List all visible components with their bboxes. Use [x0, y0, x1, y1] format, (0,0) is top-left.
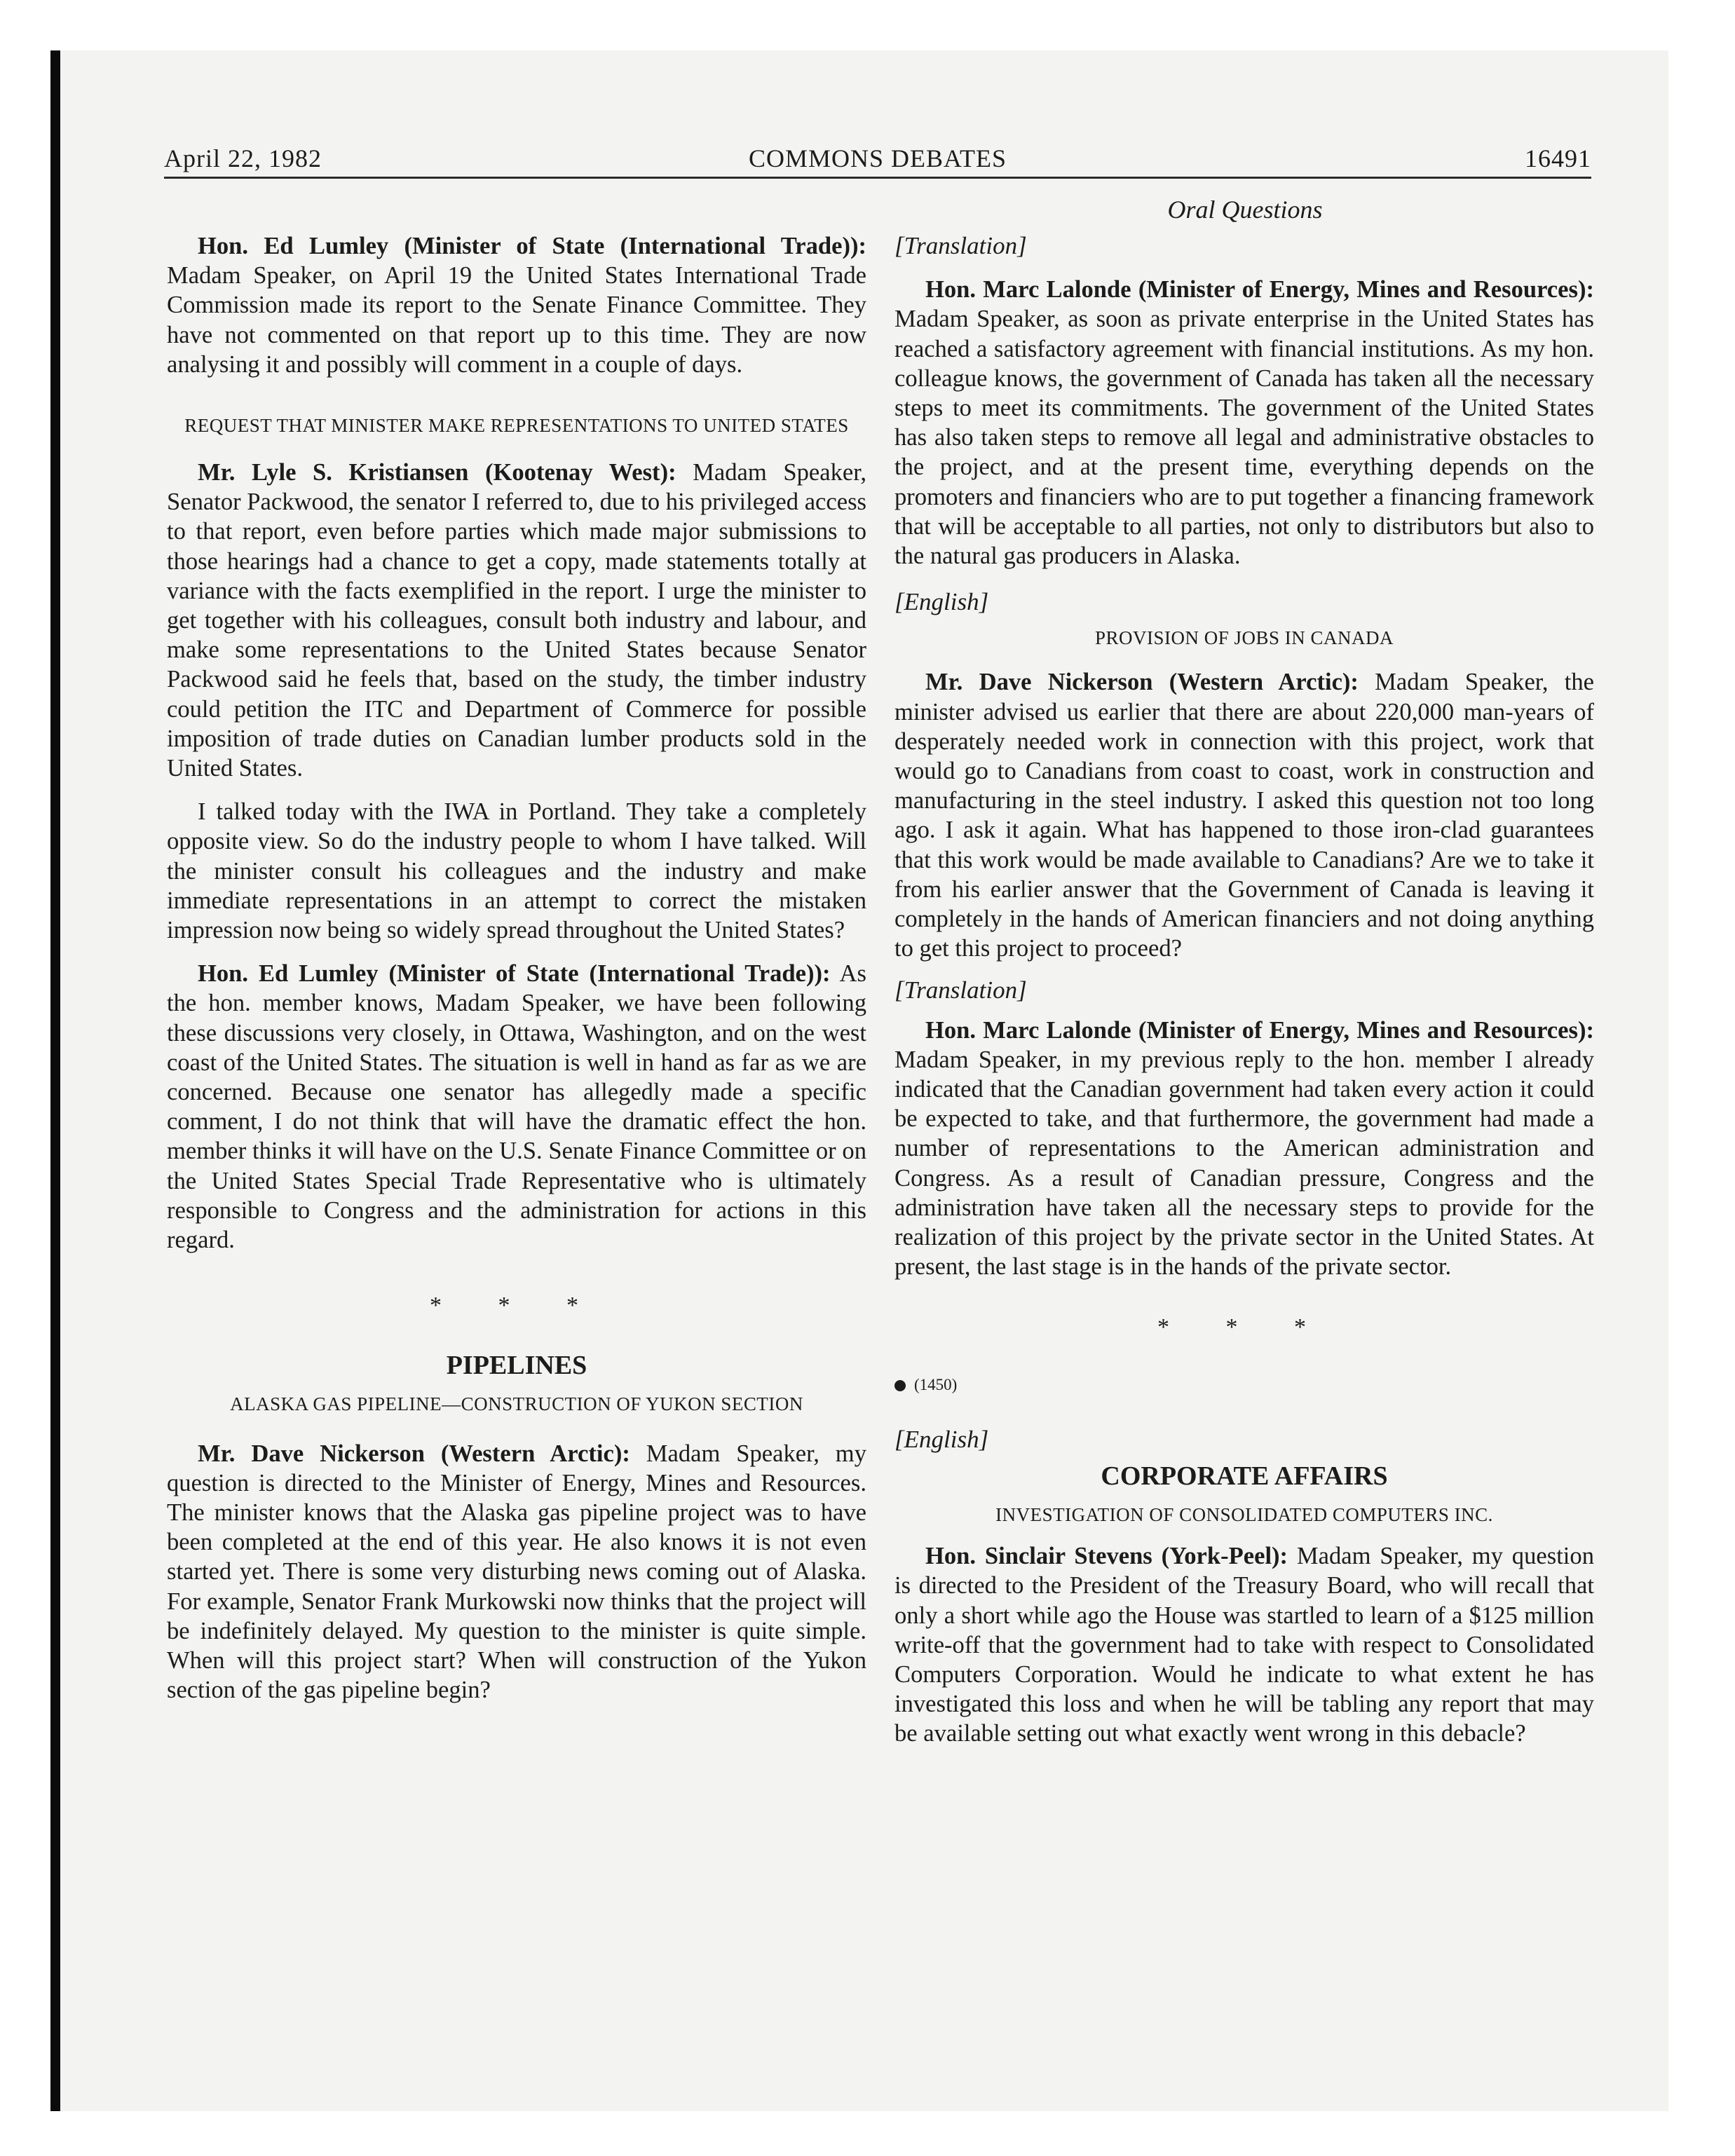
- header-rule: [164, 177, 1591, 179]
- header-title: COMMONS DEBATES: [748, 144, 1007, 172]
- speaker-name: Hon. Sinclair Stevens (York-Peel):: [925, 1543, 1288, 1570]
- paragraph: [167, 231, 866, 379]
- bullet-icon: [894, 1380, 906, 1391]
- section-break-stars: * * *: [1157, 1314, 1331, 1340]
- paragraph: [167, 458, 866, 783]
- page-header: [164, 140, 1591, 177]
- speaker-name: Hon. Marc Lalonde (Minister of Energy, Mines and Resources):: [925, 1016, 1594, 1044]
- page-number: 16491: [1525, 144, 1591, 172]
- header-date: April 22, 1982: [164, 144, 322, 172]
- section-title: PIPELINES: [446, 1350, 587, 1380]
- subheading: REQUEST THAT MINISTER MAKE REPRESENTATIONS TO UNITED STATES: [184, 415, 849, 437]
- left-column: [167, 231, 866, 1705]
- speech-text: Madam Speaker, Senator Packwood, the senator I referred to, due to his privileged access to that report, even before parties which made major submissions to those hearings had a chance to get a copy, made statements totally at variance with the facts exemplified in the report. I urge the minister to get together with his colleagues, consult both industry and labour, and make some representations to the United States because Senator Packwood said he feels that, based on the study, the timber industry could petition the ITC and Department of Commerce for possible imposition of trade duties on Canadian lumber products sold in the United States.: [167, 459, 866, 782]
- language-marker: [Translation]: [894, 232, 1027, 259]
- speaker-name: Hon. Ed Lumley (Minister of State (International Trade)):: [198, 233, 866, 259]
- paragraph: [167, 1439, 866, 1705]
- speech-text: Madam Speaker, my question is directed to the Minister of Energy, Mines and Resources. The minister knows that the Alaska gas pipeline project was to have been completed at the end of this year. He also knows it is not even started yet. There is some very disturbing news coming out of Alaska. For example, Senator Frank Murkowski now thinks that the project will be indefinitely delayed. My question to the minister is quite simple. When will this project start? When will construction of the Yukon section of the gas pipeline begin?: [167, 1440, 866, 1704]
- speaker-name: Mr. Dave Nickerson (Western Arctic):: [198, 1440, 630, 1467]
- speech-text: Madam Speaker, my question is directed to the President of the Treasury Board, who will recall that only a short while ago the House was startled to learn of a $125 million write-off that the government had to take with respect to Consolidated Computers Corporation. Would he indicate to what extent he has investigated this loss and when he will be tabling any report that may be available setting out what exactly went wrong in this debacle?: [894, 1543, 1594, 1747]
- paragraph: [894, 1541, 1594, 1748]
- language-marker: [English]: [894, 588, 989, 616]
- subheading: INVESTIGATION OF CONSOLIDATED COMPUTERS INC.: [995, 1504, 1493, 1526]
- speaker-name: Hon. Ed Lumley (Minister of State (International Trade)):: [198, 960, 831, 988]
- speech-text: As the hon. member knows, Madam Speaker, we have been following these discussions very closely, in Ottawa, Washington, and on the west coast of the United States. The situation is well in hand as far as we are concerned. Because one senator has allegedly made a specific comment, I do not think that will have the dramatic effect the hon. member thinks it will have on the U.S. Senate Finance Committee or on the United States Special Trade Representative who is ultimately responsible to Congress and the administration for actions in this regard.: [167, 960, 866, 1254]
- subheading: PROVISION OF JOBS IN CANADA: [1094, 627, 1394, 649]
- paragraph: [894, 667, 1594, 963]
- speech-text: Madam Speaker, on April 19 the United States International Trade Commission made its report to the Senate Finance Committee. They have not commented on that report up to this time. They are now analysing it and possibly will comment in a couple of days.: [167, 262, 866, 378]
- language-marker: [Translation]: [894, 976, 1027, 1004]
- speech-text: Madam Speaker, in my previous reply to the hon. member I already indicated that the Canadian government had taken every action it could be expected to take, and that furthermore, the government had made a number of representations to the American administration and Congress. As a result of Canadian pressure, Congress and the administration have taken all the necessary steps to provide for the realization of this project by the private sector in the United States. At present, the last stage is in the hands of the private sector.: [894, 1046, 1594, 1281]
- scan-edge-bar: [50, 50, 60, 2111]
- paragraph: [167, 959, 866, 1255]
- paragraph: [894, 275, 1594, 571]
- section-break-stars: * * *: [430, 1292, 604, 1319]
- right-column: [894, 231, 1594, 1749]
- paragraph: [894, 1016, 1594, 1282]
- speaker-name: Mr. Lyle S. Kristiansen (Kootenay West):: [198, 459, 676, 486]
- subheading: ALASKA GAS PIPELINE—CONSTRUCTION OF YUKON SECTION: [230, 1393, 803, 1414]
- speaker-name: Mr. Dave Nickerson (Western Arctic):: [925, 669, 1359, 696]
- time-marker-text: (1450): [914, 1375, 958, 1393]
- speech-text: Madam Speaker, the minister advised us earlier that there are about 220,000 man-years of desperately needed work in connection with this project, work that would go to Canadians from coast to coast, work in construction and manufacturing in the steel industry. I asked this question not too long ago. I ask it again. What has happened to those iron-clad guarantees that this work would be made available to Canadians? Are we to take it from his earlier answer that the Government of Canada is leaving it completely in the hands of American financiers and not doing anything to get this project to proceed?: [894, 669, 1594, 962]
- language-marker: [English]: [894, 1425, 989, 1453]
- running-head: Oral Questions: [1167, 196, 1323, 224]
- speaker-name: Hon. Marc Lalonde (Minister of Energy, Mines and Resources):: [925, 276, 1594, 303]
- paragraph: I talked today with the IWA in Portland. They take a completely opposite view. So do the industry people to whom I have talked. Will the minister consult his colleagues and the industry and make immediate representations in an attempt to correct the mistaken impression now being so widely spread throughout the United States?: [167, 798, 866, 944]
- speech-text: Madam Speaker, as soon as private enterprise in the United States has reached a satisfactory agreement with financial institutions. As my hon. colleague knows, the government of Canada has taken all the necessary steps to meet its commitments. The government of the United States has also taken steps to remove all legal and administrative obstacles to the project, and at the present time, everything depends on the promoters and financiers who are to put together a financing framework that will be acceptable to all parties, not only to distributors but also to the natural gas producers in Alaska.: [894, 306, 1594, 570]
- time-marker: [894, 1370, 1594, 1400]
- section-title: CORPORATE AFFAIRS: [1101, 1461, 1388, 1492]
